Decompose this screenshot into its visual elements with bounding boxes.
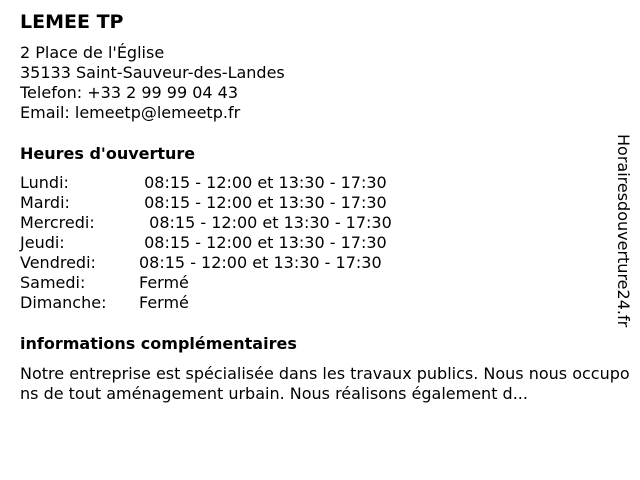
hours-day: Lundi: xyxy=(20,173,69,192)
address-block xyxy=(20,43,620,123)
phone-line: Telefon: +33 2 99 99 04 43 xyxy=(20,83,239,102)
hours-row-sunday xyxy=(20,293,620,313)
hours-time: 08:15 - 12:00 et 13:30 - 17:30 xyxy=(139,193,387,212)
side-brand-link[interactable]: Horairesdouverture24.fr xyxy=(614,134,633,328)
hours-day: Vendredi: xyxy=(20,253,96,272)
hours-title: Heures d'ouverture xyxy=(20,144,196,163)
hours-table xyxy=(20,173,620,313)
hours-day: Mercredi: xyxy=(20,213,95,232)
business-name: LEMEE TP xyxy=(20,11,124,33)
hours-row-friday xyxy=(20,253,620,273)
hours-row-thursday xyxy=(20,233,620,253)
hours-day: Jeudi: xyxy=(20,233,65,252)
hours-time: 08:15 - 12:00 et 13:30 - 17:30 xyxy=(139,213,392,232)
hours-row-monday xyxy=(20,173,620,193)
email-line: Email: lemeetp@lemeetp.fr xyxy=(20,103,241,122)
hours-time: Fermé xyxy=(139,273,189,292)
info-title: informations complémentaires xyxy=(20,334,297,353)
hours-time: 08:15 - 12:00 et 13:30 - 17:30 xyxy=(139,253,382,272)
address-city: 35133 Saint-Sauveur-des-Landes xyxy=(20,63,285,82)
hours-time: 08:15 - 12:00 et 13:30 - 17:30 xyxy=(139,233,387,252)
hours-row-saturday xyxy=(20,273,620,293)
hours-time: Fermé xyxy=(139,293,189,312)
hours-row-tuesday xyxy=(20,193,620,213)
hours-day: Mardi: xyxy=(20,193,70,212)
hours-row-wednesday xyxy=(20,213,620,233)
hours-day: Dimanche: xyxy=(20,293,107,312)
hours-time: 08:15 - 12:00 et 13:30 - 17:30 xyxy=(139,173,387,192)
info-description: Notre entreprise est spécialisée dans les travaux publics. Nous nous occupons de tout aménagement urbain. Nous réalisons également d... xyxy=(20,364,630,403)
address-street: 2 Place de l'Église xyxy=(20,43,165,62)
hours-day: Samedi: xyxy=(20,273,86,292)
